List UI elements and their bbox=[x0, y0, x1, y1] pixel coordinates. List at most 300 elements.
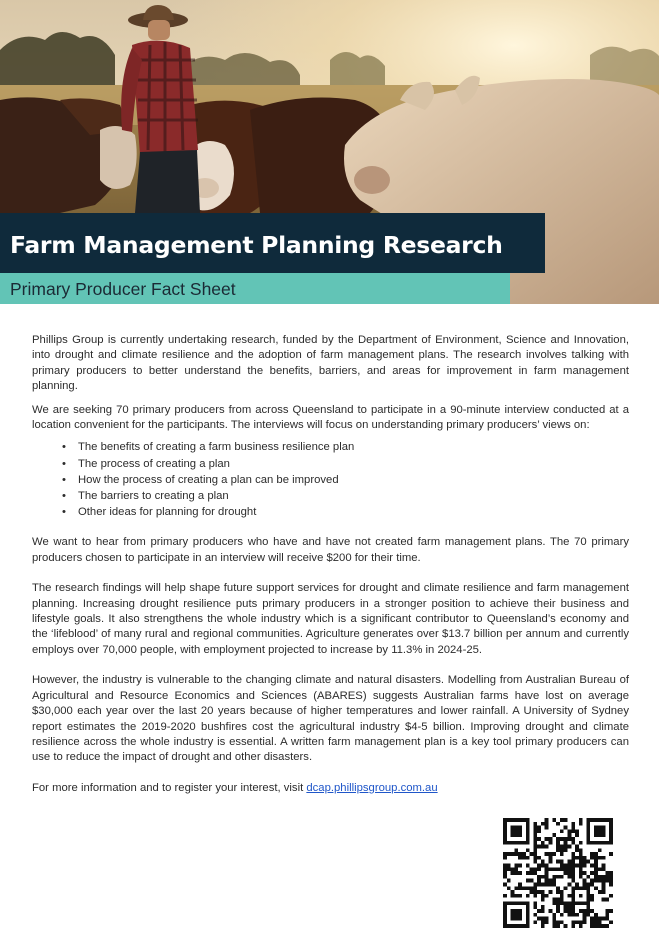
qr-module bbox=[541, 894, 545, 898]
qr-module bbox=[586, 886, 590, 890]
qr-module bbox=[514, 894, 518, 898]
qr-module bbox=[526, 917, 530, 921]
qr-module bbox=[609, 894, 613, 898]
qr-module bbox=[564, 864, 568, 868]
qr-module bbox=[507, 818, 511, 822]
qr-module bbox=[511, 901, 515, 905]
qr-module bbox=[511, 826, 515, 830]
qr-module bbox=[602, 856, 606, 860]
qr-module bbox=[605, 871, 609, 875]
qr-module bbox=[533, 826, 537, 830]
qr-module bbox=[541, 882, 545, 886]
register-link[interactable]: dcap.phillipsgroup.com.au bbox=[306, 781, 438, 794]
qr-module bbox=[609, 829, 613, 833]
qr-module bbox=[594, 871, 598, 875]
qr-module bbox=[598, 890, 602, 894]
qr-module bbox=[526, 833, 530, 837]
qr-module bbox=[556, 886, 560, 890]
qr-module bbox=[545, 894, 549, 898]
qr-module bbox=[594, 917, 598, 921]
qr-module bbox=[567, 829, 571, 833]
qr-module bbox=[564, 841, 568, 845]
qr-module bbox=[537, 826, 541, 830]
qr-module bbox=[579, 852, 583, 856]
qr-module bbox=[602, 879, 606, 883]
qr-module bbox=[602, 864, 606, 868]
qr-module bbox=[571, 864, 575, 868]
qr-module bbox=[514, 886, 518, 890]
qr-module bbox=[571, 860, 575, 864]
qr-module bbox=[571, 913, 575, 917]
qr-module bbox=[602, 924, 606, 928]
qr-module bbox=[549, 860, 553, 864]
qr-module bbox=[526, 901, 530, 905]
qr-module bbox=[537, 845, 541, 849]
qr-module bbox=[526, 909, 530, 913]
qr-module bbox=[579, 875, 583, 879]
qr-module bbox=[567, 905, 571, 909]
qr-module bbox=[602, 829, 606, 833]
qr-module bbox=[533, 901, 537, 905]
qr-module bbox=[530, 879, 534, 883]
qr-module bbox=[503, 818, 507, 822]
qr-module bbox=[598, 917, 602, 921]
qr-module bbox=[564, 871, 568, 875]
qr-module bbox=[590, 924, 594, 928]
qr-module bbox=[545, 875, 549, 879]
qr-module bbox=[511, 890, 515, 894]
qr-module bbox=[522, 818, 526, 822]
qr-module bbox=[579, 822, 583, 826]
qr-module bbox=[590, 856, 594, 860]
qr-module bbox=[511, 852, 515, 856]
qr-module bbox=[545, 917, 549, 921]
qr-module bbox=[605, 917, 609, 921]
qr-module bbox=[598, 924, 602, 928]
qr-module bbox=[545, 845, 549, 849]
qr-module bbox=[526, 856, 530, 860]
qr-module bbox=[549, 837, 553, 841]
qr-module bbox=[503, 829, 507, 833]
qr-module bbox=[590, 871, 594, 875]
qr-module bbox=[586, 829, 590, 833]
qr-module bbox=[552, 879, 556, 883]
qr-module bbox=[530, 871, 534, 875]
qr-module bbox=[514, 829, 518, 833]
qr-module bbox=[579, 901, 583, 905]
list-item: • The benefits of creating a farm business resilience plan bbox=[62, 439, 629, 455]
qr-module bbox=[583, 879, 587, 883]
intro-paragraph: Phillips Group is currently undertaking research, funded by the Department of Environment, Science and Innovation, into drought and climate resilience and the adoption of farm management plans. The research involves talking with primary producers to better understand the benefits, barriers, and areas for improvement in farm management planning. bbox=[32, 334, 629, 393]
qr-module bbox=[503, 856, 507, 860]
qr-module bbox=[602, 875, 606, 879]
qr-module bbox=[533, 871, 537, 875]
qr-module bbox=[533, 822, 537, 826]
qr-module bbox=[586, 913, 590, 917]
qr-module bbox=[541, 924, 545, 928]
qr-module bbox=[579, 909, 583, 913]
qr-module bbox=[583, 864, 587, 868]
qr-module bbox=[511, 917, 515, 921]
qr-module bbox=[586, 837, 590, 841]
qr-module bbox=[503, 841, 507, 845]
qr-module bbox=[549, 909, 553, 913]
qr-module bbox=[526, 841, 530, 845]
qr-module bbox=[503, 917, 507, 921]
qr-module bbox=[605, 898, 609, 902]
qr-module bbox=[518, 917, 522, 921]
qr-module bbox=[575, 829, 579, 833]
qr-module bbox=[579, 841, 583, 845]
qr-module bbox=[518, 818, 522, 822]
qr-module bbox=[533, 829, 537, 833]
qr-module bbox=[579, 924, 583, 928]
qr-module bbox=[560, 898, 564, 902]
qr-module bbox=[609, 818, 613, 822]
qr-module bbox=[518, 841, 522, 845]
qr-module bbox=[567, 894, 571, 898]
qr-module bbox=[575, 913, 579, 917]
qr-module bbox=[537, 837, 541, 841]
qr-module bbox=[503, 875, 507, 879]
qr-module bbox=[552, 882, 556, 886]
qr-module bbox=[556, 920, 560, 924]
qr-module bbox=[514, 901, 518, 905]
qr-module bbox=[537, 882, 541, 886]
qr-module bbox=[507, 886, 511, 890]
qr-module bbox=[533, 841, 537, 845]
qr-module bbox=[556, 841, 560, 845]
qr-module bbox=[609, 920, 613, 924]
qr-module bbox=[609, 826, 613, 830]
qr-module bbox=[560, 875, 564, 879]
qr-module bbox=[590, 852, 594, 856]
qr-module bbox=[560, 890, 564, 894]
qr-module bbox=[533, 913, 537, 917]
qr-module bbox=[503, 909, 507, 913]
qr-module bbox=[602, 833, 606, 837]
qr-module bbox=[594, 864, 598, 868]
qr-module bbox=[560, 829, 564, 833]
qr-module bbox=[514, 841, 518, 845]
qr-module bbox=[545, 852, 549, 856]
qr-module bbox=[586, 905, 590, 909]
qr-module bbox=[556, 860, 560, 864]
qr-module bbox=[602, 917, 606, 921]
qr-module bbox=[586, 890, 590, 894]
qr-module bbox=[560, 848, 564, 852]
qr-module bbox=[609, 822, 613, 826]
qr-module bbox=[567, 882, 571, 886]
qr-module bbox=[586, 826, 590, 830]
qr-module bbox=[552, 913, 556, 917]
qr-module bbox=[533, 905, 537, 909]
qr-module bbox=[526, 913, 530, 917]
qr-module bbox=[503, 913, 507, 917]
interview-topics-list bbox=[32, 439, 629, 520]
qr-module bbox=[545, 882, 549, 886]
qr-module bbox=[594, 841, 598, 845]
qr-module bbox=[526, 837, 530, 841]
qr-module bbox=[526, 905, 530, 909]
qr-module bbox=[564, 867, 568, 871]
qr-module bbox=[549, 841, 553, 845]
qr-module bbox=[594, 860, 598, 864]
qr-module bbox=[518, 924, 522, 928]
qr-module bbox=[590, 917, 594, 921]
qr-module bbox=[522, 901, 526, 905]
qr-module bbox=[594, 886, 598, 890]
qr-module bbox=[564, 826, 568, 830]
qr-module bbox=[564, 909, 568, 913]
qr-module bbox=[552, 924, 556, 928]
qr-module bbox=[571, 924, 575, 928]
qr-module bbox=[537, 909, 541, 913]
qr-module bbox=[530, 867, 534, 871]
qr-module bbox=[556, 848, 560, 852]
qr-module bbox=[518, 882, 522, 886]
qr-module bbox=[575, 901, 579, 905]
qr-module bbox=[602, 826, 606, 830]
qr-module bbox=[571, 898, 575, 902]
qr-module bbox=[575, 882, 579, 886]
qr-module bbox=[556, 837, 560, 841]
qr-module bbox=[586, 818, 590, 822]
qr-module bbox=[575, 833, 579, 837]
qr-module bbox=[514, 833, 518, 837]
qr-module bbox=[594, 920, 598, 924]
qr-module bbox=[567, 909, 571, 913]
qr-module bbox=[511, 818, 515, 822]
qr-module bbox=[549, 867, 553, 871]
qr-module bbox=[579, 867, 583, 871]
qr-module bbox=[507, 864, 511, 868]
qr-module bbox=[571, 837, 575, 841]
qr-module bbox=[533, 894, 537, 898]
qr-module bbox=[503, 901, 507, 905]
qr-module bbox=[511, 924, 515, 928]
qr-module bbox=[579, 920, 583, 924]
qr-module bbox=[567, 871, 571, 875]
qr-module bbox=[507, 841, 511, 845]
qr-module bbox=[602, 886, 606, 890]
qr-module bbox=[598, 841, 602, 845]
qr-module bbox=[571, 890, 575, 894]
qr-module bbox=[511, 829, 515, 833]
qr-module bbox=[549, 882, 553, 886]
qr-module bbox=[518, 913, 522, 917]
qr-module bbox=[541, 890, 545, 894]
qr-module bbox=[545, 864, 549, 868]
qr-module bbox=[556, 898, 560, 902]
qr-module bbox=[545, 826, 549, 830]
qr-module bbox=[533, 890, 537, 894]
qr-module bbox=[514, 818, 518, 822]
qr-module bbox=[583, 913, 587, 917]
qr-module bbox=[598, 856, 602, 860]
qr-module bbox=[545, 837, 549, 841]
qr-module bbox=[537, 867, 541, 871]
qr-module bbox=[602, 867, 606, 871]
qr-module bbox=[514, 871, 518, 875]
qr-module bbox=[602, 898, 606, 902]
qr-module bbox=[552, 920, 556, 924]
qr-module bbox=[560, 867, 564, 871]
qr-module bbox=[594, 852, 598, 856]
qr-module bbox=[605, 909, 609, 913]
qr-module bbox=[552, 901, 556, 905]
qr-module bbox=[545, 920, 549, 924]
qr-module bbox=[567, 867, 571, 871]
qr-module bbox=[541, 875, 545, 879]
qr-module bbox=[575, 864, 579, 868]
qr-module bbox=[564, 905, 568, 909]
qr-module bbox=[594, 829, 598, 833]
qr-module bbox=[586, 882, 590, 886]
qr-module bbox=[552, 898, 556, 902]
qr-module bbox=[526, 879, 530, 883]
qr-module bbox=[571, 920, 575, 924]
qr-module bbox=[518, 886, 522, 890]
qr-module bbox=[514, 924, 518, 928]
qr-module bbox=[514, 852, 518, 856]
qr-module bbox=[533, 852, 537, 856]
qr-module bbox=[556, 867, 560, 871]
qr-module bbox=[560, 894, 564, 898]
qr-module bbox=[533, 886, 537, 890]
qr-module bbox=[583, 917, 587, 921]
qr-module bbox=[526, 864, 530, 868]
qr-module bbox=[518, 864, 522, 868]
qr-module bbox=[518, 829, 522, 833]
qr-module bbox=[598, 848, 602, 852]
qr-module bbox=[594, 867, 598, 871]
qr-module bbox=[605, 875, 609, 879]
qr-module bbox=[514, 913, 518, 917]
qr-module bbox=[586, 841, 590, 845]
qr-module bbox=[522, 856, 526, 860]
qr-module bbox=[609, 841, 613, 845]
qr-module bbox=[567, 875, 571, 879]
qr-module bbox=[567, 833, 571, 837]
qr-module bbox=[594, 856, 598, 860]
qr-module bbox=[579, 818, 583, 822]
qr-module bbox=[560, 913, 564, 917]
qr-module bbox=[571, 886, 575, 890]
qr-module bbox=[503, 920, 507, 924]
qr-module bbox=[579, 894, 583, 898]
qr-module bbox=[503, 905, 507, 909]
qr-module bbox=[514, 867, 518, 871]
qr-module bbox=[560, 920, 564, 924]
qr-module bbox=[579, 864, 583, 868]
qr-module bbox=[590, 894, 594, 898]
qr-module bbox=[605, 818, 609, 822]
qr-module bbox=[583, 920, 587, 924]
qr-module bbox=[541, 845, 545, 849]
qr-module bbox=[503, 852, 507, 856]
qr-module bbox=[586, 898, 590, 902]
qr-module bbox=[556, 845, 560, 849]
qr-module bbox=[533, 882, 537, 886]
qr-module bbox=[598, 818, 602, 822]
qr-module bbox=[541, 841, 545, 845]
qr-module bbox=[503, 894, 507, 898]
qr-module bbox=[530, 852, 534, 856]
qr-module bbox=[552, 875, 556, 879]
qr-module bbox=[526, 871, 530, 875]
qr-module bbox=[586, 901, 590, 905]
qr-module bbox=[567, 845, 571, 849]
qr-module bbox=[598, 875, 602, 879]
qr-module bbox=[511, 913, 515, 917]
list-item: • Other ideas for planning for drought bbox=[62, 504, 629, 520]
qr-module bbox=[511, 833, 515, 837]
qr-module bbox=[602, 818, 606, 822]
qr-module bbox=[522, 841, 526, 845]
qr-module bbox=[605, 879, 609, 883]
qr-module bbox=[579, 860, 583, 864]
qr-module bbox=[560, 852, 564, 856]
qr-module bbox=[503, 837, 507, 841]
qr-module bbox=[549, 852, 553, 856]
qr-module bbox=[575, 848, 579, 852]
qr-module bbox=[549, 890, 553, 894]
qr-module bbox=[526, 826, 530, 830]
qr-code-icon[interactable] bbox=[503, 818, 613, 928]
qr-module bbox=[514, 917, 518, 921]
qr-module bbox=[609, 833, 613, 837]
qr-module bbox=[571, 879, 575, 883]
qr-module bbox=[564, 845, 568, 849]
qr-module bbox=[537, 875, 541, 879]
qr-module bbox=[556, 905, 560, 909]
qr-module bbox=[579, 871, 583, 875]
qr-module bbox=[609, 875, 613, 879]
qr-module bbox=[575, 920, 579, 924]
qr-module bbox=[552, 818, 556, 822]
qr-module bbox=[586, 860, 590, 864]
qr-module bbox=[526, 894, 530, 898]
qr-module bbox=[537, 829, 541, 833]
qr-module bbox=[571, 909, 575, 913]
qr-module bbox=[571, 867, 575, 871]
qr-module bbox=[583, 909, 587, 913]
qr-module bbox=[567, 860, 571, 864]
qr-module bbox=[518, 852, 522, 856]
qr-module bbox=[541, 917, 545, 921]
qr-module bbox=[571, 826, 575, 830]
qr-module bbox=[511, 867, 515, 871]
qr-module bbox=[564, 924, 568, 928]
page-subtitle: Primary Producer Fact Sheet bbox=[10, 279, 236, 299]
vulnerable-paragraph: However, the industry is vulnerable to the changing climate and natural disasters. Modelling from Australian Bureau of Agricultural and Resource Economics and Sciences (ABARES) suggests Australian farms have lost on average $30,000 each year over the last 20 years because of higher temperatures and lower rainfall. A University of Sydney report estimates the 2019-2020 bushfires cost the agricultural industry $4-5 billion. Improving drought and climate resilience across the whole industry is essential. A written farm management plan is a key tool primary producers can use to reduce the impact of drought and other disasters. bbox=[32, 674, 629, 764]
qr-module bbox=[586, 875, 590, 879]
qr-module bbox=[507, 852, 511, 856]
qr-module bbox=[564, 901, 568, 905]
qr-module bbox=[564, 818, 568, 822]
qr-module bbox=[503, 871, 507, 875]
cta-text: For more information and to register your interest, visit bbox=[32, 781, 307, 794]
qr-module bbox=[583, 860, 587, 864]
qr-module bbox=[590, 818, 594, 822]
qr-module bbox=[571, 841, 575, 845]
qr-module bbox=[575, 856, 579, 860]
qr-module bbox=[533, 833, 537, 837]
qr-module bbox=[503, 864, 507, 868]
qr-module bbox=[571, 901, 575, 905]
qr-module bbox=[514, 848, 518, 852]
